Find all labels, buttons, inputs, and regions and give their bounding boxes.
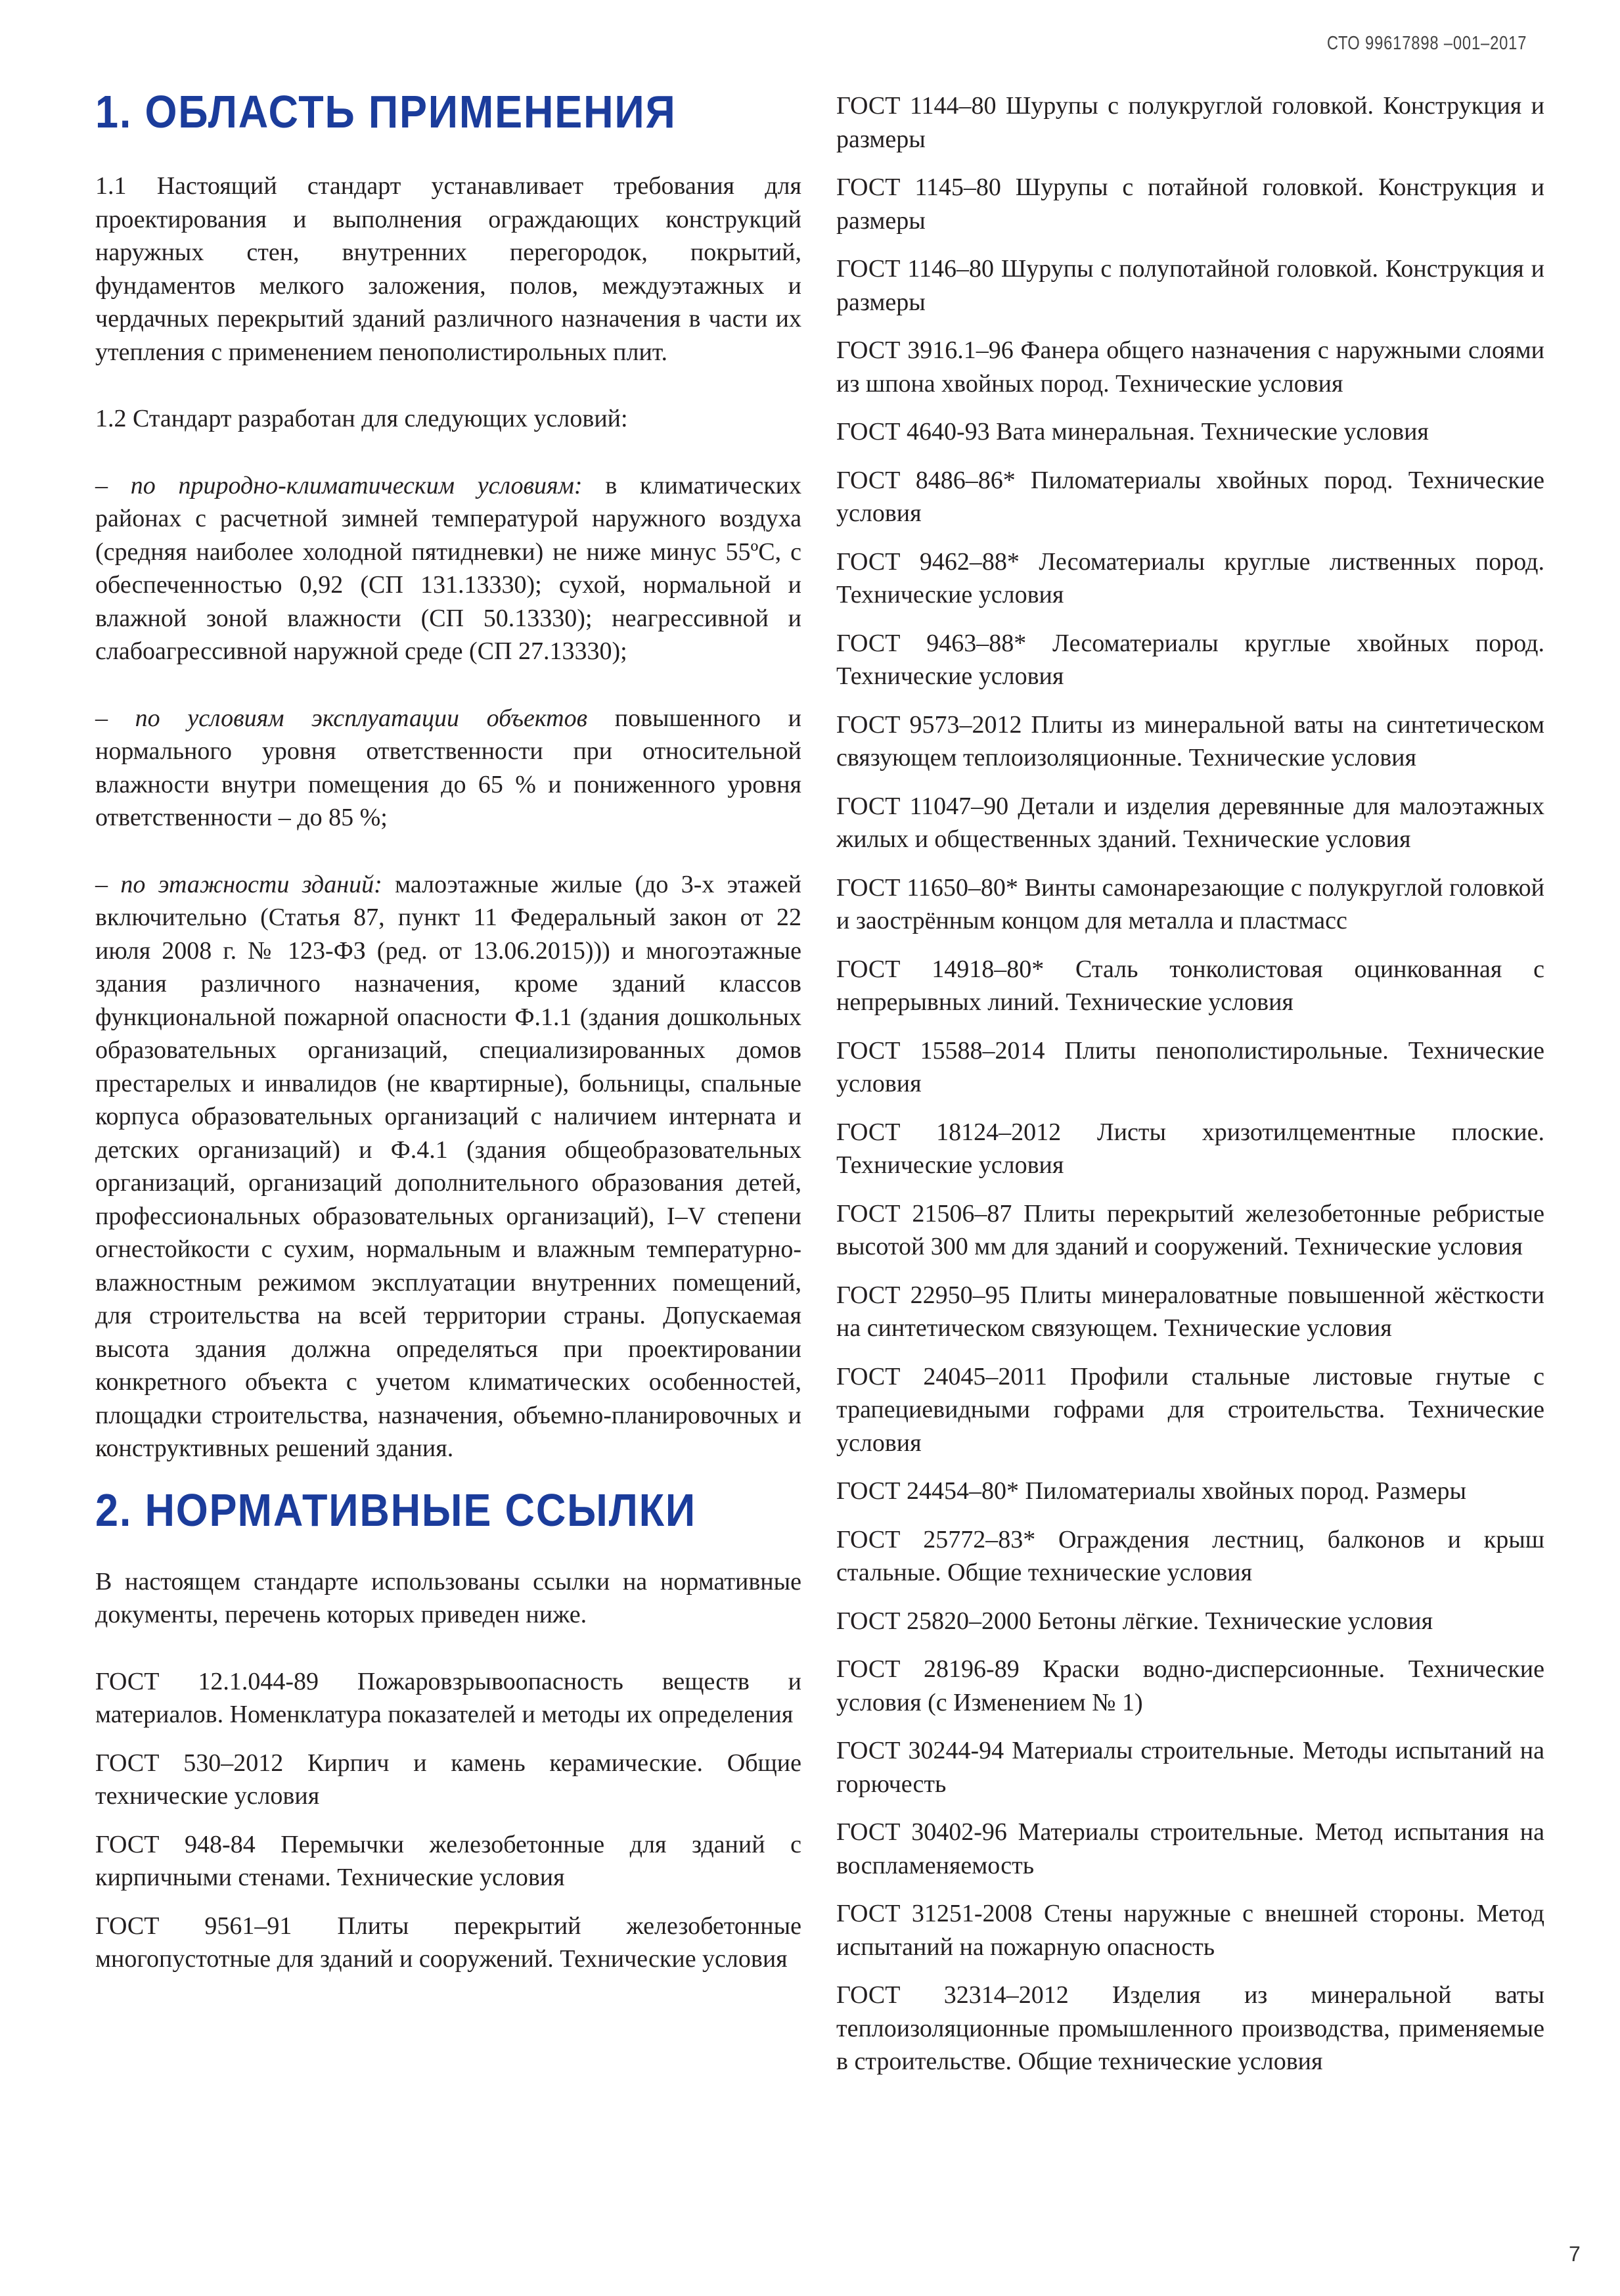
reference-item: ГОСТ 9462–88* Лесоматериалы круглые лиственных пород. Технические условия bbox=[836, 547, 1544, 608]
reference-item: ГОСТ 530–2012 Кирпич и камень керамические. Общие технические условия bbox=[95, 1749, 801, 1810]
reference-item: ГОСТ 18124–2012 Листы хризотилцементные плоские. Технические условия bbox=[836, 1118, 1544, 1179]
reference-item: ГОСТ 30244-94 Материалы строительные. Методы испытаний на горючесть bbox=[836, 1737, 1544, 1798]
reference-item: ГОСТ 12.1.044-89 Пожаровзрывоопасность веществ и материалов. Номенклатура показателей и методы их определения bbox=[95, 1667, 801, 1728]
reference-item: ГОСТ 22950–95 Плиты минераловатные повышенной жёсткости на синтетическом связующем. Технические условия bbox=[836, 1281, 1544, 1342]
reference-item: ГОСТ 21506–87 Плиты перекрытий железобетонные ребристые высотой 300 мм для зданий и сооружений. Технические условия bbox=[836, 1199, 1544, 1260]
reference-item: ГОСТ 14918–80* Сталь тонколистовая оцинкованная с непрерывных линий. Технические условия bbox=[836, 955, 1544, 1016]
section-2-title: 2. НОРМАТИВНЫЕ ССЫЛКИ bbox=[95, 1484, 696, 1536]
condition-storeys-text: малоэтажные жилые (до 3-х этажей включительно (Статья 87, пункт 11 Федеральный закон от 22 июля 2008 г. № 123-ФЗ (ред. от 13.06.2015))) и многоэтажные здания различного назначения, кроме зданий классов функциональной пожарной опасности Ф.1.1 (здания дошкольных образовательных организаций, специализированных домов престарелых и инвалидов (не квартирные), больницы, спальные корпуса образовательных организаций с наличием интерната и детских организаций) и Ф.4.1 (здания общеобразовательных организаций, организаций дополнительного образования детей, профессиональных образовательных организаций), I–V степени огнестойкости с сухим, нормальным и влажным температурно-влажностным режимом эксплуатации внутренних помещений, для строительства на всей территории страны. Допускаемая высота здания должна определяться при проектировании конкретного объекта с учетом климатических особенностей, площадки строительства, назначения, объемно-планировочных и конструктивных решений здания. bbox=[95, 870, 801, 1462]
reference-item: ГОСТ 1145–80 Шурупы с потайной головкой. Конструкция и размеры bbox=[836, 173, 1544, 235]
document-code: СТО 99617898 –001–2017 bbox=[1326, 33, 1527, 54]
reference-item: ГОСТ 30402-96 Материалы строительные. Метод испытания на воспламеняемость bbox=[836, 1818, 1544, 1879]
reference-item: ГОСТ 8486–86* Пиломатериалы хвойных пород. Технические условия bbox=[836, 466, 1544, 527]
condition-climate bbox=[95, 469, 801, 668]
clause-1-1: 1.1 Настоящий стандарт устанавливает требования для проектирования и выполнения ограждающих конструкций наружных стен, внутренних перегородок, покрытий, фундаментов мелкого заложения, полов, междуэтажных и чердачных перекрытий зданий различного назначения в части их утепления с применением пенополистирольных плит. bbox=[95, 172, 801, 366]
references-intro: В настоящем стандарте использованы ссылки на нормативные документы, перечень которых приведен ниже. bbox=[95, 1567, 801, 1628]
condition-operation bbox=[95, 702, 801, 835]
reference-item: ГОСТ 25820–2000 Бетоны лёгкие. Технические условия bbox=[836, 1607, 1433, 1635]
section-1-title: 1. ОБЛАСТЬ ПРИМЕНЕНИЯ bbox=[95, 86, 677, 137]
condition-climate-text: в климатических районах с расчетной зимней температурой наружного воздуха (средняя наиболее холодной пятидневки) не ниже минус 55ºС, с обеспеченностью 0,92 (СП 131.13330); сухой, нормальной и влажной зоной влажности (СП 50.13330); неагрессивной и слабоагрессивной наружной среде (СП 27.13330); bbox=[95, 471, 802, 665]
reference-item: ГОСТ 11047–90 Детали и изделия деревянные для малоэтажных жилых и общественных зданий. Технические условия bbox=[836, 792, 1544, 853]
reference-item: ГОСТ 1146–80 Шурупы с полупотайной головкой. Конструкция и размеры bbox=[836, 255, 1544, 316]
reference-item: ГОСТ 9573–2012 Плиты из минеральной ваты на синтетическом связующем теплоизоляционные. Технические условия bbox=[836, 710, 1544, 771]
reference-item: ГОСТ 4640-93 Вата минеральная. Технические условия bbox=[836, 418, 1429, 446]
reference-item: ГОСТ 3916.1–96 Фанера общего назначения с наружными слоями из шпона хвойных пород. Технические условия bbox=[836, 336, 1544, 398]
reference-item: ГОСТ 15588–2014 Плиты пенополистирольные. Технические условия bbox=[836, 1036, 1544, 1097]
clause-1-2: 1.2 Стандарт разработан для следующих условий: bbox=[95, 405, 628, 432]
reference-item: ГОСТ 24454–80* Пиломатериалы хвойных пород. Размеры bbox=[836, 1477, 1467, 1505]
reference-item: ГОСТ 1144–80 Шурупы с полукруглой головкой. Конструкция и размеры bbox=[836, 92, 1544, 153]
reference-item: ГОСТ 31251-2008 Стены наружные с внешней стороны. Метод испытаний на пожарную опасность bbox=[836, 1900, 1544, 1961]
condition-storeys bbox=[95, 868, 801, 1465]
reference-item: ГОСТ 32314–2012 Изделия из минеральной ваты теплоизоляционные промышленного производства, применяемые в строительстве. Общие технические условия bbox=[836, 1981, 1544, 2075]
reference-item: ГОСТ 25772–83* Ограждения лестниц, балконов и крыш стальные. Общие технические условия bbox=[836, 1525, 1544, 1586]
reference-item: ГОСТ 9463–88* Лесоматериалы круглые хвойных пород. Технические условия bbox=[836, 629, 1544, 690]
reference-item: ГОСТ 948-84 Перемычки железобетонные для зданий с кирпичными стенами. Технические условия bbox=[95, 1830, 801, 1891]
reference-item: ГОСТ 28196-89 Краски водно-дисперсионные. Технические условия (с Изменением № 1) bbox=[836, 1655, 1544, 1716]
reference-item: ГОСТ 24045–2011 Профили стальные листовые гнутые с трапециевидными гофрами для строительства. Технические условия bbox=[836, 1362, 1544, 1457]
references-list-left bbox=[95, 1665, 801, 1976]
condition-storeys-lead: – по этажности зданий: bbox=[95, 870, 382, 898]
condition-operation-text: повышенного и нормального уровня ответственности при относительной влажности внутри помещения до 65 % и пониженного уровня ответственности – до 85 %; bbox=[95, 704, 801, 831]
reference-item: ГОСТ 9561–91 Плиты перекрытий железобетонные многопустотные для зданий и сооружений. Технические условия bbox=[95, 1912, 801, 1973]
reference-item: ГОСТ 11650–80* Винты самонарезающие с полукруглой головкой и заострённым концом для металла и пластмасс bbox=[836, 873, 1544, 934]
right-column bbox=[836, 89, 1544, 2094]
references-list-right bbox=[836, 89, 1544, 2078]
condition-operation-lead: – по условиям эксплуатации объектов bbox=[95, 704, 588, 732]
left-column bbox=[95, 85, 801, 1991]
page-number: 7 bbox=[1569, 2242, 1581, 2266]
condition-climate-lead: – по природно-климатическим условиям: bbox=[95, 471, 583, 499]
